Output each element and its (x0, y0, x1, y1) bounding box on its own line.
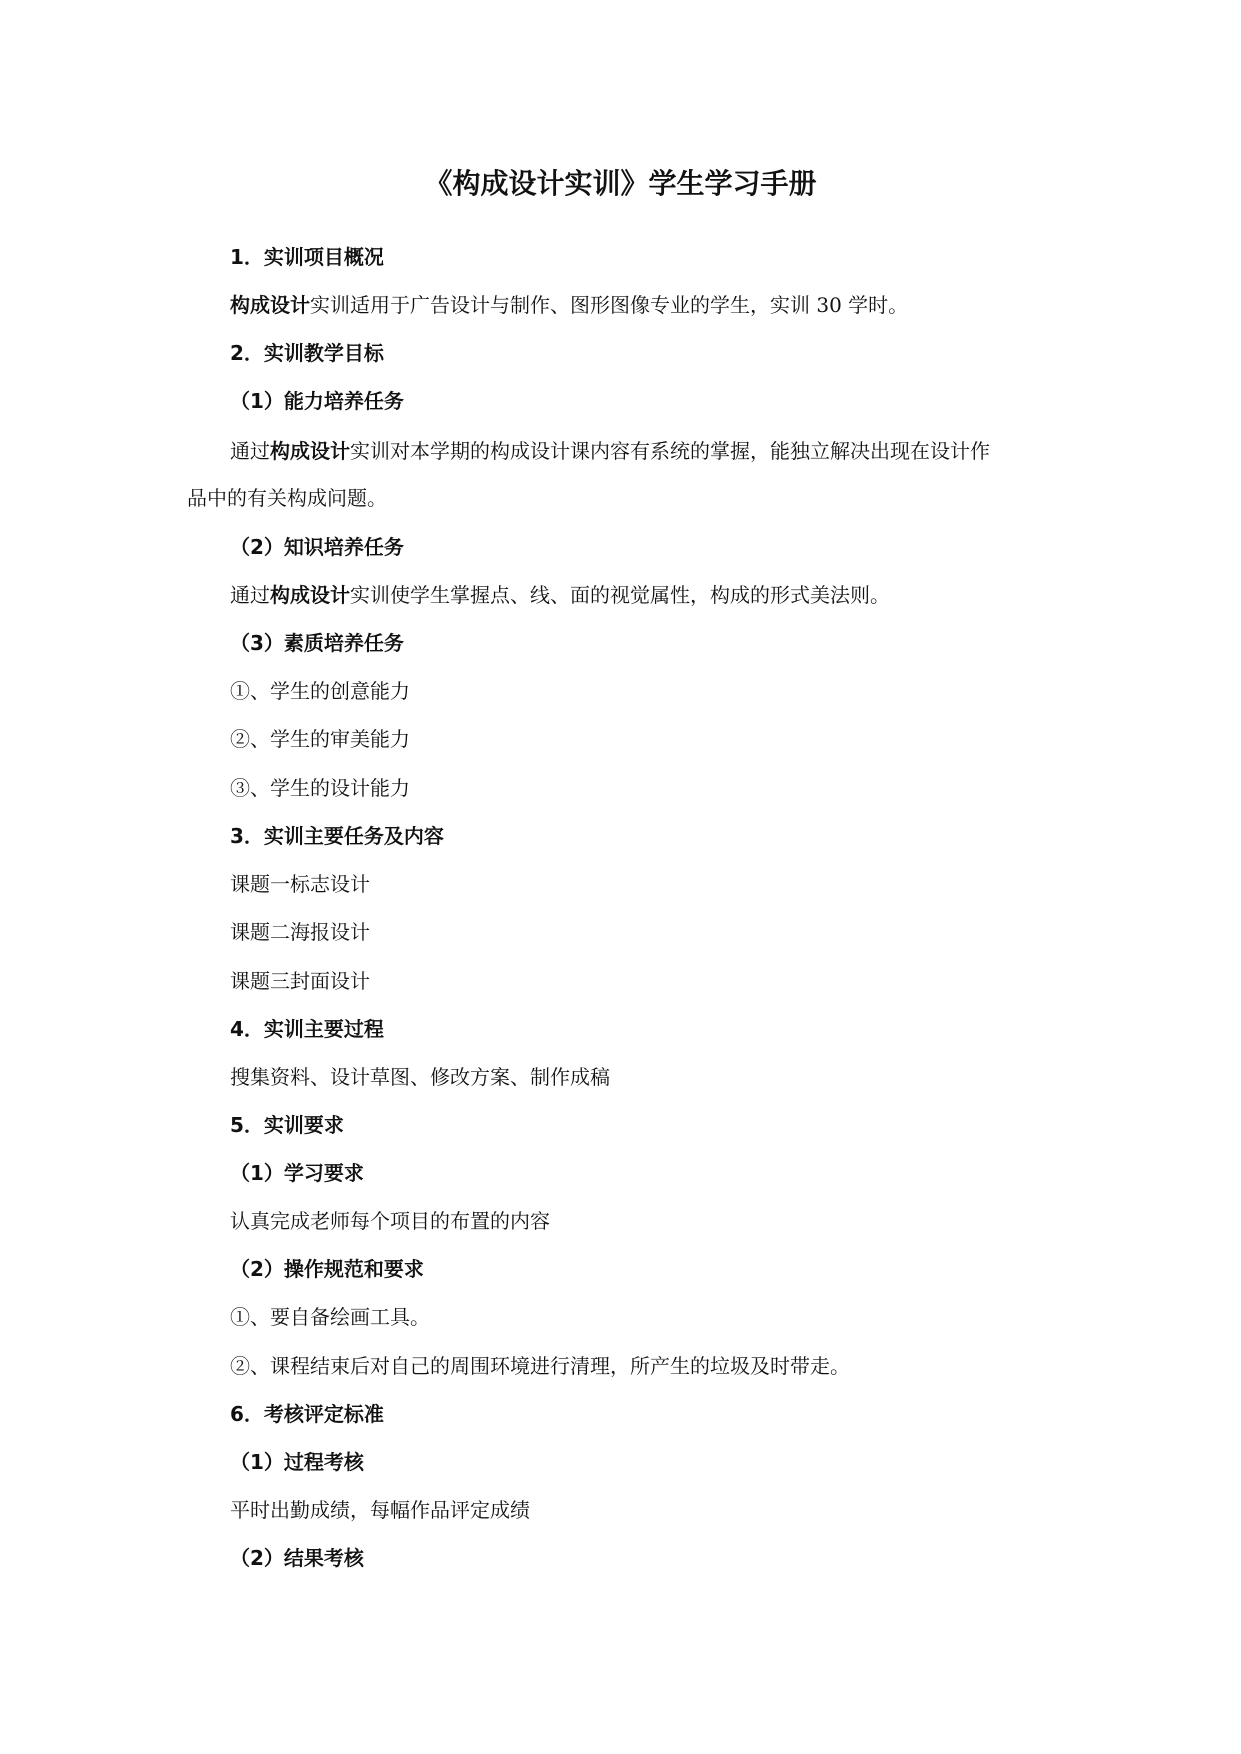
subsection-5-1-heading: （1）学习要求 (230, 1161, 364, 1185)
subsection-6-1-heading: （1）过程考核 (230, 1450, 364, 1474)
subsection-6-2-heading: （2）结果考核 (230, 1546, 364, 1570)
paragraph-text: 实训适用于广告设计与制作、图形图像专业的学生，实训 30 学时。 (310, 293, 909, 317)
section-4-paragraph: 搜集资料、设计草图、修改方案、制作成稿 (230, 1065, 610, 1089)
list-item: 课题二海报设计 (230, 920, 370, 944)
paragraph-text: 通过 (230, 583, 270, 607)
section-5-heading: 5．实训要求 (230, 1113, 344, 1137)
section-1-paragraph (230, 290, 908, 320)
subsection-2-2-heading: （2）知识培养任务 (230, 535, 404, 559)
paragraph-text: 实训使学生掌握点、线、面的视觉属性，构成的形式美法则。 (350, 583, 890, 607)
emphasis-text: 构成设计 (230, 293, 310, 317)
page-title: 《构成设计实训》学生学习手册 (424, 167, 817, 200)
subsection-2-3-heading: （3）素质培养任务 (230, 631, 404, 655)
section-1-heading: 1．实训项目概况 (230, 245, 384, 269)
list-item: ①、学生的创意能力 (230, 679, 410, 703)
paragraph-text: 实训对本学期的构成设计课内容有系统的掌握，能独立解决出现在设计作 (350, 439, 990, 463)
list-item: 课题三封面设计 (230, 969, 370, 993)
paragraph-text: 通过 (230, 439, 270, 463)
subsection-2-1-paragraph (230, 436, 990, 466)
emphasis-text: 构成设计 (270, 583, 350, 607)
section-2-heading: 2．实训教学目标 (230, 341, 384, 365)
list-item: ②、课程结束后对自己的周围环境进行清理，所产生的垃圾及时带走。 (230, 1354, 850, 1378)
subsection-5-2-heading: （2）操作规范和要求 (230, 1257, 424, 1281)
list-item: 课题一标志设计 (230, 872, 370, 896)
section-6-heading: 6．考核评定标准 (230, 1402, 384, 1426)
subsection-2-2-paragraph (230, 580, 890, 610)
subsection-6-1-paragraph: 平时出勤成绩，每幅作品评定成绩 (230, 1498, 530, 1522)
subsection-2-1-heading: （1）能力培养任务 (230, 389, 404, 413)
section-3-heading: 3．实训主要任务及内容 (230, 824, 444, 848)
list-item: ②、学生的审美能力 (230, 727, 410, 751)
list-item: ③、学生的设计能力 (230, 776, 410, 800)
section-4-heading: 4．实训主要过程 (230, 1017, 384, 1041)
subsection-2-1-paragraph-continued: 品中的有关构成问题。 (187, 486, 387, 510)
subsection-5-1-paragraph: 认真完成老师每个项目的布置的内容 (230, 1209, 550, 1233)
emphasis-text: 构成设计 (270, 439, 350, 463)
list-item: ①、要自备绘画工具。 (230, 1305, 430, 1329)
